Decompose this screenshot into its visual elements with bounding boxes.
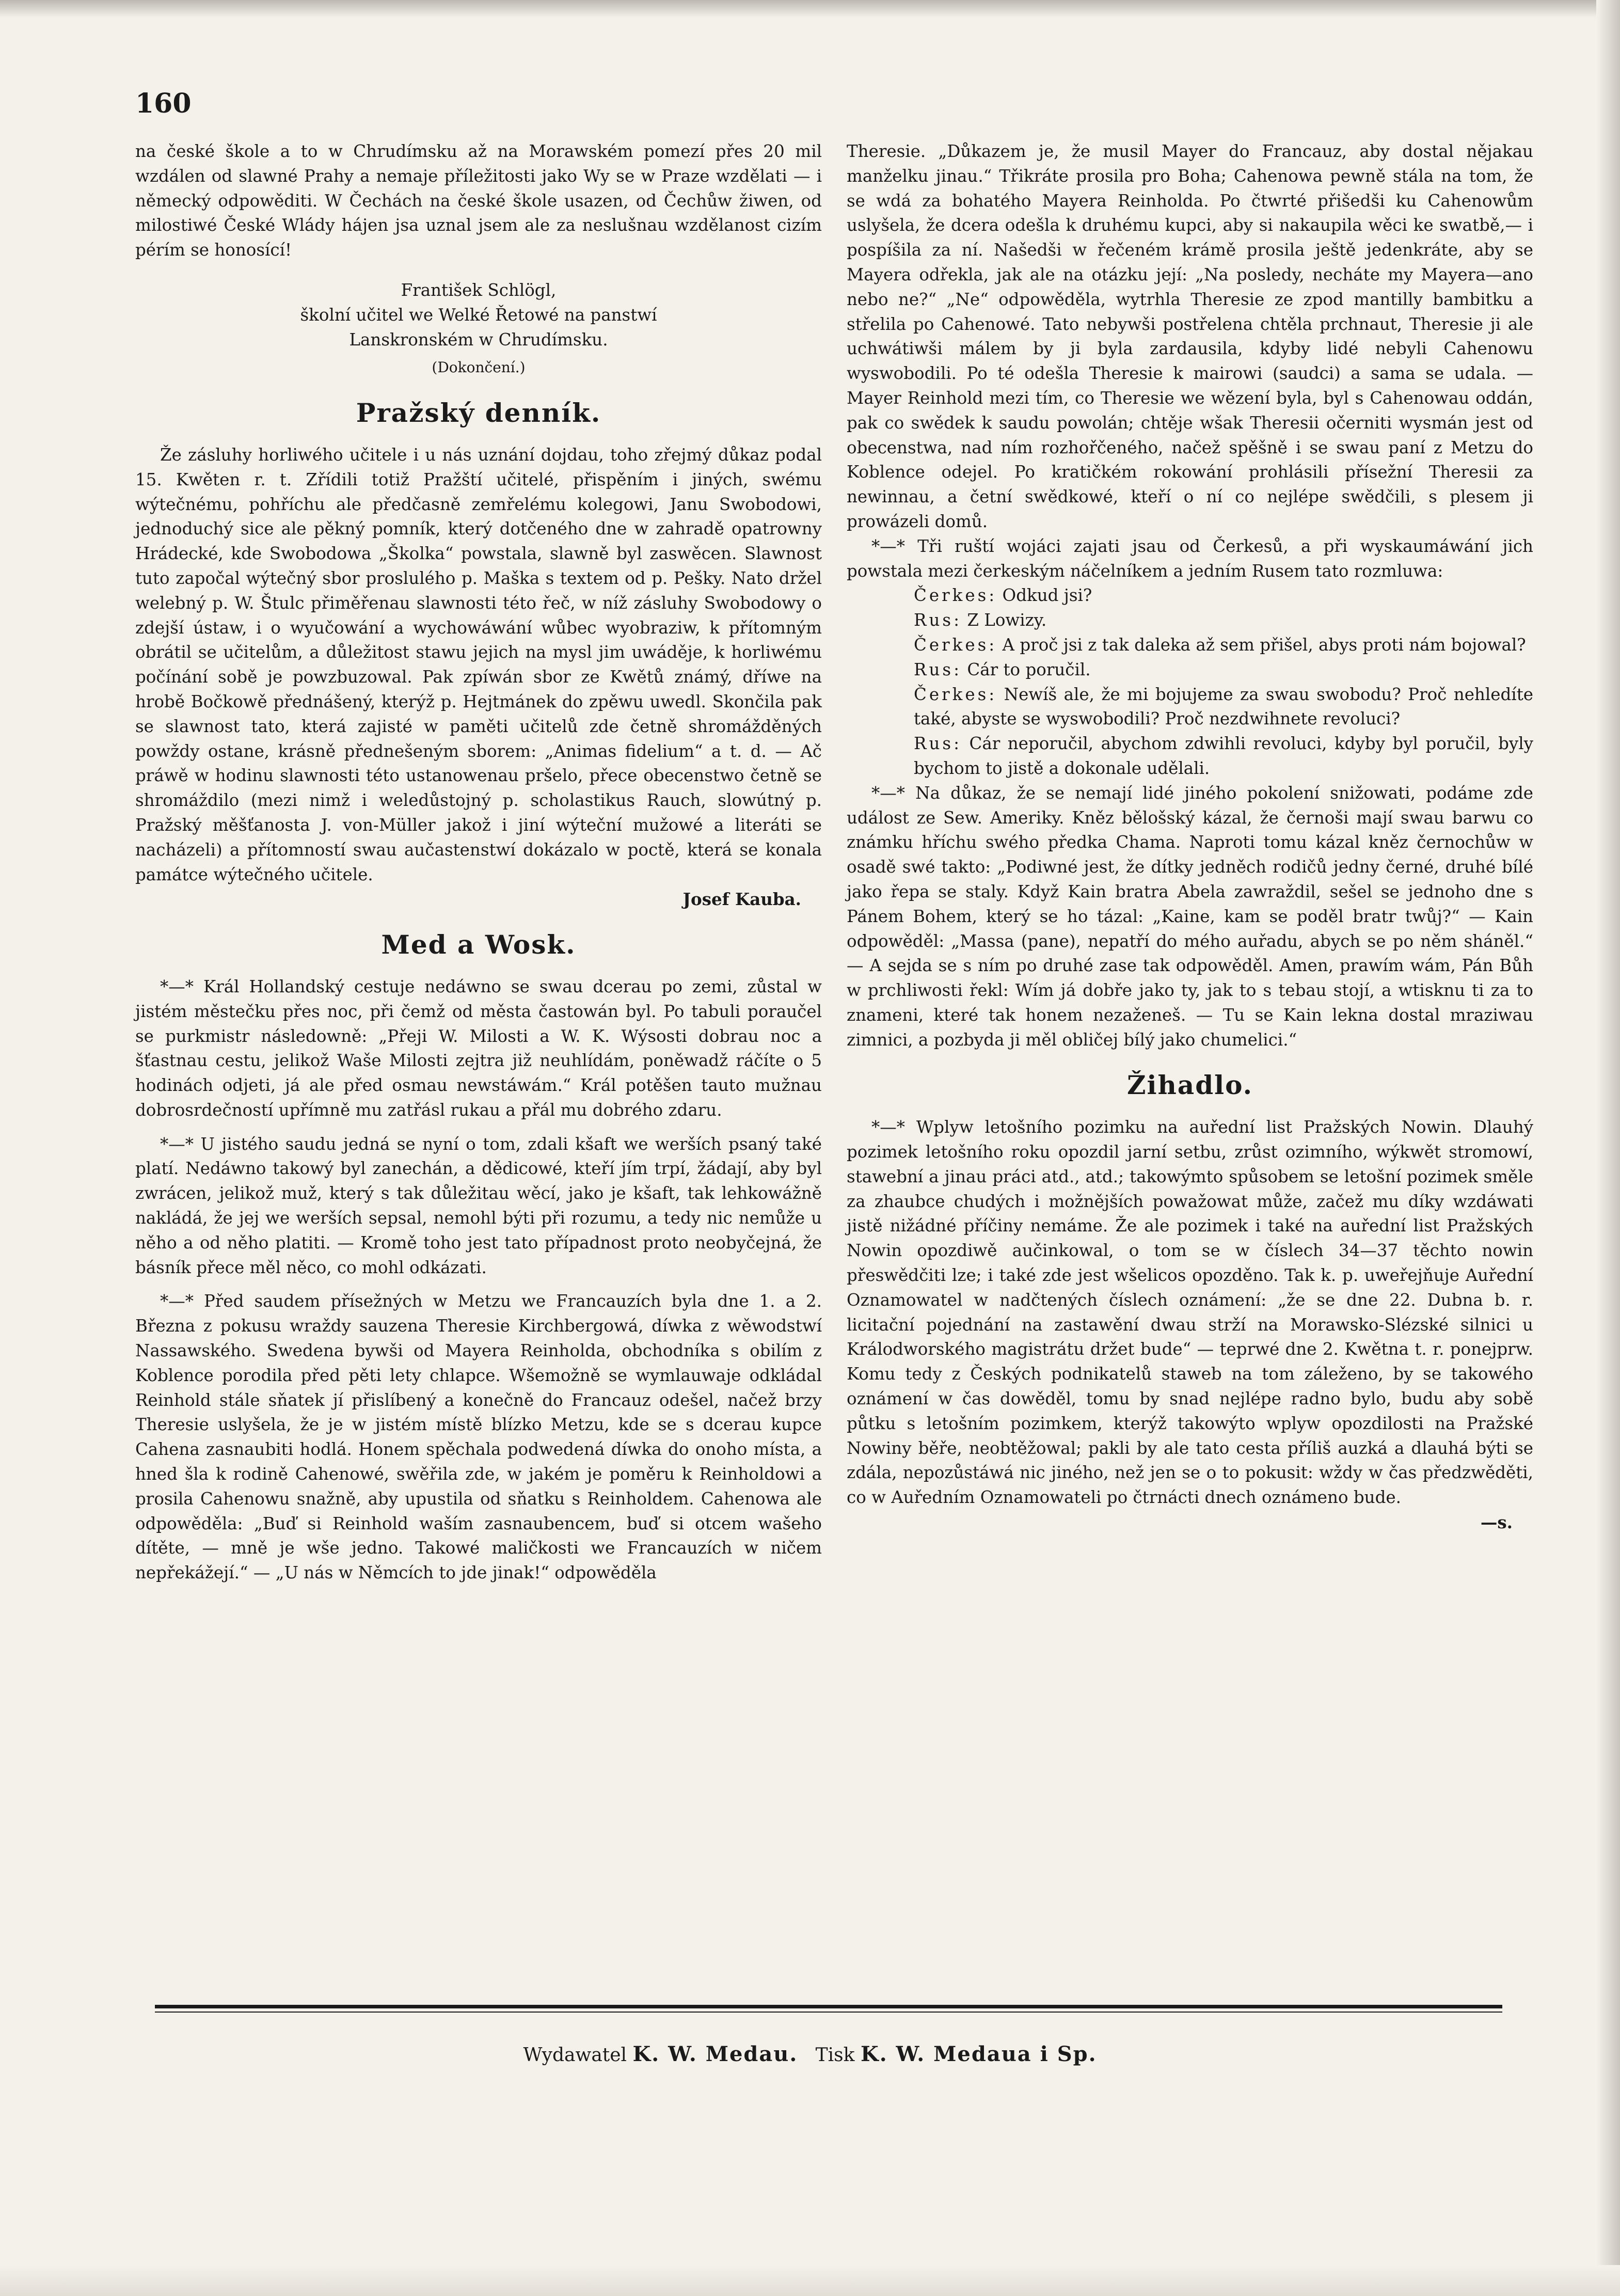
scan-edge-bottom <box>0 2265 1620 2296</box>
article-author: Josef Kauba. <box>682 889 801 910</box>
news-king-holland: *—* Král Hollandský cestuje nedáwno se swau dcerau po zemi, zůstal w jistém městečku přes noc, při čemž od města častowán byl. Po tabuli poraučel se purkmistr následowně: „Přeji W. Milosti a W. K. Wýsosti dobrau noc a šťastnau cestu, jelikož Waše Milosti zejtra již neuhlídám, poněwadž ráčíte o 5 hodinách odjeti, já ale před osmau newstáwám.“ Král potěšen tauto mužnau dobrosrdečností upřímně mu zatřásl rukau a přál mu dobrého zdaru. <box>135 976 822 1120</box>
dialog-speaker: Čerkes: <box>914 585 997 606</box>
dialog-line-3 <box>847 633 1533 658</box>
dialog-text: Newíš ale, že mi bojujeme za swau swobodu? Proč nehledíte také, abyste se wyswobodili? Proč nezdwihnete revoluci? <box>914 684 1533 729</box>
dialog-line-1 <box>847 583 1533 608</box>
news-metz-trial: *—* Před saudem přísežných w Metzu we Francauzích byla dne 1. a 2. Března z pokusu wraždy sauzena Theresie Kirchbergowá, díwka z wěwodstwí Nassawského. Swedena bywši od Mayera Reinholda, obchodníka s obilím z Koblence porodila před pěti lety chlapce. Wšemožně se wymlauwaje odkládal Reinhold stále sňatek jí přislíbený a konečně do Francauz odešel, načež brzy Theresie uslyšela, že je w jistém místě blízko Metzu, kde se s dcerau kupce Cahena zasnaubiti hodlá. Honem spěchala podwedená díwka do onoho místa, a hned šla k rodině Cahenowé, swěřila zde, w jakém je poměru k Reinholdowi a prosila Cahenowu snažně, aby upustila od sňatku s Reinholdem. Cahenowa ale odpowěděla: „Buď si Reinhold waším zasnaubencem, buď si otcem wašeho dítěte, — mně je wše jedno. Takowé maličkosti we Francauzích w ničem nepřekážejí.“ — „U nás w Němcích to jde jinak!“ odpowěděla <box>135 1291 822 1583</box>
footer-rule-thin <box>155 2012 1502 2013</box>
article-teacher-memorial: Že zásluhy horliwého učitele i u nás uznání dojdau, toho zřejmý důkaz podal 15. Kwěten r. t. Zřídili totiž Pražští učitelé, přispěním i jiných, swému wýtečnému, pohříchu ale předčasně zemřelému kolegowi, Janu Swobodowi, jednoduchý sice ale pěkný pomník, který dotčeného dne w zahradě opatrowny Hrádecké, kde Swobodowa „Školka“ powstala, slawně byl zaswěcen. Slawnost tuto započal wýtečný sbor proslulého p. Maška s textem od p. Pešky. Nato držel welebný p. W. Štulc přiměřenau slawnosti této řeč, w níž zásluhy Swobodowy o zdejší ústaw, i o wyučowání a wychowáwání wůbec wyobraziw, k přítomným obrátil se učitelům, a důležitost stawu jejich na mysl jim uwáděje, k horliwému počínání sobě je powzbuzowal. Pak zpíwán sbor ze Kwětů známý, dříwe na hrobě Bočkowě přednášený, kterýž p. Hejtmánek do zpěwu uwedl. Skončila pak se slawnost tato, která zajisté w paměti učitelů zde četně shromážděných powždy ostane, krásně přednešeným sborem: „Animas fidelium“ a t. d. — Ač práwě w hodinu slawnosti této ustanowenau pršelo, přece obecenstwo četně se shromáždilo (mezi nimž i weledůstojný p. scholastikus Rauch, slowútný p. Pražský měšťanosta J. von-Müller jakož i jiní wýteční mužowé a literáti se nacházeli) a přítomností swau aučastenstwí dokázalo w poctě, která se konala památce wýtečného učitele. <box>135 445 822 884</box>
dialog-speaker: Čerkes: <box>914 684 997 704</box>
scan-edge-right <box>1596 0 1620 2296</box>
dialog-line-6 <box>847 732 1533 781</box>
signature-line-2: školní učitel we Welké Řetowé na panstwí <box>300 305 657 325</box>
heading-med-a-wosk: Med a Wosk. <box>381 929 576 960</box>
dialog-speaker: Rus: <box>914 610 962 630</box>
left-column <box>135 139 822 1586</box>
news-metz-trial-continued: Theresie. „Důkazem je, že musil Mayer do Francauz, aby dostal nějakau manželku jinau.“ Třikráte prosila pro Boha; Cahenowa pewně stála na tom, že se wdá za bohatého Mayera Reinholda. Po čtwrté přišedši ku Cahenowům uslyšela, že dcera odešla k druhému kupci, aby si nakaupila wěci ke swatbě,— i pospíšila za ní. Našedši w řečeném krámě prosila ještě jedenkráte, aby se Mayera odřekla, jak ale na otázku její: „Na posledy, necháte my Mayera—ano nebo ne?“ „Ne“ odpowěděla, wytrhla Theresie ze zpod mantilly bambitku a střelila po Cahenowé. Tato nebywši postřelena chtěla prchnaut, Theresie ji ale uchwátiwši málem by ji byla zardausila, kdyby lidé nebyli Cahenowu wyswobodili. Po té odešla Theresie k mairowi (saudci) a sama se udala. — Mayer Reinhold mezi tím, co Theresie we wězení byla, byl s Cahenowau oddán, pak co swědek k saudu powolán; chtěje wšak Theresii očerniti wysmán jest od obecenstwa, nad ním rozhořčeného, načež spěšně i se swau paní z Metzu do Koblence odejel. Po kratičkém rokowání prohlásili přísežní Theresii za newinnau, a četní swědkowé, kteří o ní co nejlépe swědčili, s plesem ji prowázeli domů. <box>847 141 1533 531</box>
dialog-text: Odkud jsi? <box>1002 585 1092 606</box>
news-late-winter: *—* Wplyw letošního pozimku na auřední list Pražských Nowin. Dlauhý pozimek letošního roku opozdil jarní setbu, zrůst ozimního, wýkwět stromowí, stawební a jinau práci atd., atd.; takowýmto spůsobem se letošní pozimek směle za zhaubce chudých i možnějších powažowat může, začež mu díky wzdáwati jistě nižádné příčiny nemáme. Že ale pozimek i také na auřední list Pražských Nowin opozdiwě aučinkowal, o tom se w číslech 34—37 těchto nowin přeswědčiti lze; i také zde jest wšelicos opozděno. Tak k. p. uweřejňuje Auřední Oznamowatel w nadčtených číslech oznámení: „že se dne 22. Dubna b. r. licitační pojednání na zastawění dwau strží na Morawsko-Slézské silnici u Králodworského magistrátu držet bude“ — teprwé dne 2. Kwětna t. r. ponejprw. Komu tedy z Českých podnikatelů staweb na tom záleženo, by se takowého oznámení w čas dowěděl, tomu by snad nejlépe radno bylo, budu aby sobě půtku s letošním pozimkem, kterýž takowýto wplyw opozdilosti na Pražské Nowiny běře, neobtěžowal; pakli by ale tato cesta příliš auzká a dlauhá býti se zdála, nepozůstáwá nic jiného, než jen se o to pokusit: wždy w čas předzwěděti, co w Auředním Oznamowateli po čtrnácti dnech oznámeno bude. <box>847 1117 1533 1508</box>
publisher-label: Wydawatel <box>523 2045 627 2066</box>
dokonceni-note: (Dokončení.) <box>432 359 526 376</box>
dialog-speaker: Rus: <box>914 659 962 679</box>
dialog-speaker: Rus: <box>914 734 962 754</box>
dialog-line-5 <box>847 683 1533 732</box>
dialog-line-2 <box>847 608 1533 633</box>
publisher-name: K. W. Medau. <box>632 2042 798 2066</box>
right-column <box>847 139 1533 1535</box>
dialog-text: Z Lowizy. <box>967 610 1047 630</box>
intro-paragraph: na české škole a to w Chrudímsku až na Morawském pomezí přes 20 mil wzdálen od slawné Prahy a nemaje příležitosti jako Wy se w Praze wzdělati — i německý odpowěditi. W Čechách na české škole usazen, od Čechůw žiwen, od milostiwé České Wlády hájen jsa uznal jsem ale za neslušnau wzdělanost cizím pérím se honosící! <box>135 141 822 260</box>
dialog-speaker: Čerkes: <box>914 635 997 655</box>
footer-rule-thick <box>155 2005 1502 2008</box>
imprint <box>0 2042 1620 2066</box>
heading-zihadlo: Žihadlo. <box>1126 1070 1253 1101</box>
news-late-winter-sign: —s. <box>1480 1512 1513 1533</box>
dialog-text: Cár to poručil. <box>967 659 1091 679</box>
signature-name: František Schlögl, <box>401 280 557 300</box>
signature-line-3: Lanskronském w Chrudímsku. <box>349 329 608 350</box>
news-circassian-intro: *—* Tři ruští wojáci zajati jsau od Čerkesů, a při wyskaumáwání jich powstala mezi čerkeským náčelníkem a jedním Rusem tato rozmluwa: <box>847 536 1533 581</box>
printer-name: K. W. Medaua i Sp. <box>860 2042 1097 2066</box>
page-number: 160 <box>135 88 192 119</box>
news-american-sermon: *—* Na důkaz, že se nemají lidé jiného pokolení snižowati, podáme zde událost ze Sew. Ameriky. Kněz bělošský kázal, že černoši mají swau barwu co známku hříchu swého předka Chama. Naproti tomu kázal kněz černochůw w osadě swé takto: „Podiwné jest, že dítky jedněch rodičů jedny černé, druhé bílé jako řepa se staly. Když Kain bratra Abela zawraždil, sešel se jednoho dne s Pánem Bohem, který se ho tázal: „Kaine, kam se poděl bratr twůj?“ — Kain odpowěděl: „Massa (pane), nepatří do mého auřadu, abych se po něm sháněl.“ — A sejda se s ním po druhé zase tak odpowěděl. Amen, prawím wám, Pán Bůh w prchliwosti řekl: Wím já dobře jako ty, jak to s tebau stojí, a wtisknu ti za to znameni, které tak honem nezaženeš. — Tu se Kain lekna dostal mraziwau zimnici, a pozbyda ji měl obličej bílý jako chumelici.“ <box>847 783 1533 1050</box>
scan-edge-top <box>0 0 1620 18</box>
heading-prazsky-dennik: Pražský denník. <box>356 398 601 429</box>
dialog-text: Cár neporučil, abychom zdwihli revoluci, kdyby byl poručil, byly bychom to jistě a dokonale udělali. <box>914 734 1533 778</box>
news-will-in-verse: *—* U jistého saudu jedná se nyní o tom, zdali kšaft we werších psaný také platí. Nedáwno takowý byl zanechán, a dědicowé, kteří jím trpí, žádají, aby byl zwrácen, jelikož muž, který s tak důležitau wěcí, jako je kšaft, tak lehkowážně nakládá, že jej we werších sepsal, nemohl býti při rozumu, a tedy nic nemůže u něho a od něho platiti. — Kromě toho jest tato případnost proto neobyčejná, že básník přece měl něco, co mohl odkázati. <box>135 1134 822 1277</box>
dialog-line-4 <box>847 658 1533 683</box>
printer-label: Tisk <box>815 2045 855 2066</box>
dialog-text: A proč jsi z tak daleka až sem přišel, abys proti nám bojowal? <box>1002 635 1526 655</box>
